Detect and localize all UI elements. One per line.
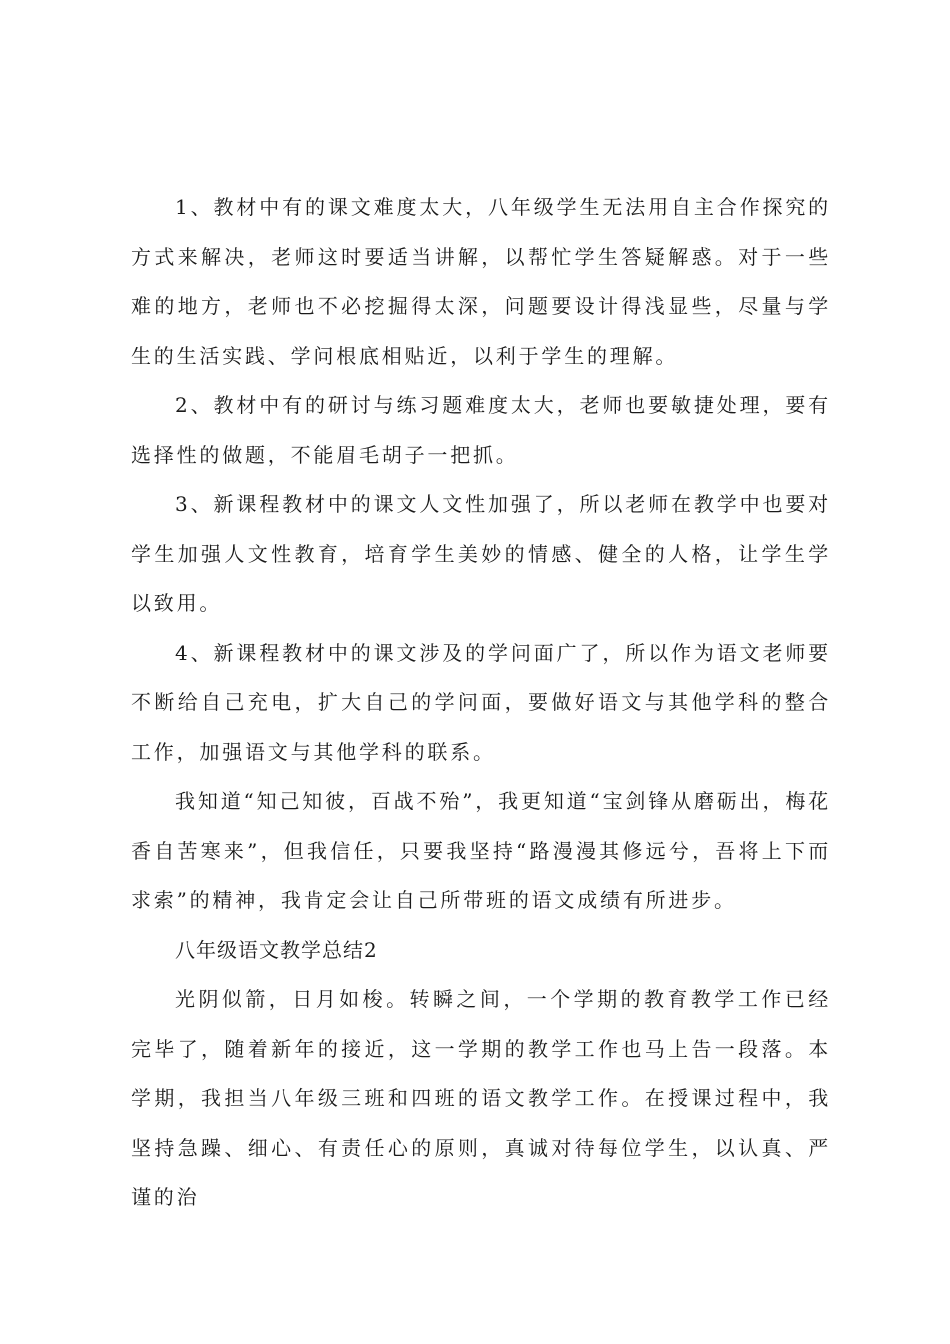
paragraph-opening: 光阴似箭，日月如梭。转瞬之间，一个学期的教育教学工作已经完毕了，随着新年的接近，这一学期的教学工作也马上告一段落。本学期，我担当八年级三班和四班的语文教学工作。在授课过程中，我坚持急躁、细心、有责任心的原则，真诚对待每位学生，以认真、严谨的治 <box>131 987 831 1209</box>
paragraph-item-1: 1、教材中有的课文难度太大，八年级学生无法用自主合作探究的方式来解决，老师这时要适当讲解，以帮忙学生答疑解惑。对于一些难的地方，老师也不必挖掘得太深，问题要设计得浅显些，尽量与学生的生活实践、学问根底相贴近，以利于学生的理解。 <box>131 195 831 368</box>
paragraph-item-3: 3、新课程教材中的课文人文性加强了，所以老师在教学中也要对学生加强人文性教育，培育学生美妙的情感、健全的人格，让学生学以致用。 <box>131 492 831 615</box>
paragraph-conclusion: 我知道“知己知彼，百战不殆”，我更知道“宝剑锋从磨砺出，梅花香自苦寒来”，但我信任，只要我坚持“路漫漫其修远兮，吾将上下而求索”的精神，我肯定会让自己所带班的语文成绩有所进步。 <box>131 789 831 912</box>
document-body <box>131 183 831 1223</box>
paragraph-item-4: 4、新课程教材中的课文涉及的学问面广了，所以作为语文老师要不断给自己充电，扩大自己的学问面，要做好语文与其他学科的整合工作，加强语文与其他学科的联系。 <box>131 640 831 764</box>
paragraph-item-2: 2、教材中有的研讨与练习题难度太大，老师也要敏捷处理，要有选择性的做题，不能眉毛胡子一把抓。 <box>131 393 831 467</box>
section-title: 八年级语文教学总结2 <box>175 937 378 962</box>
